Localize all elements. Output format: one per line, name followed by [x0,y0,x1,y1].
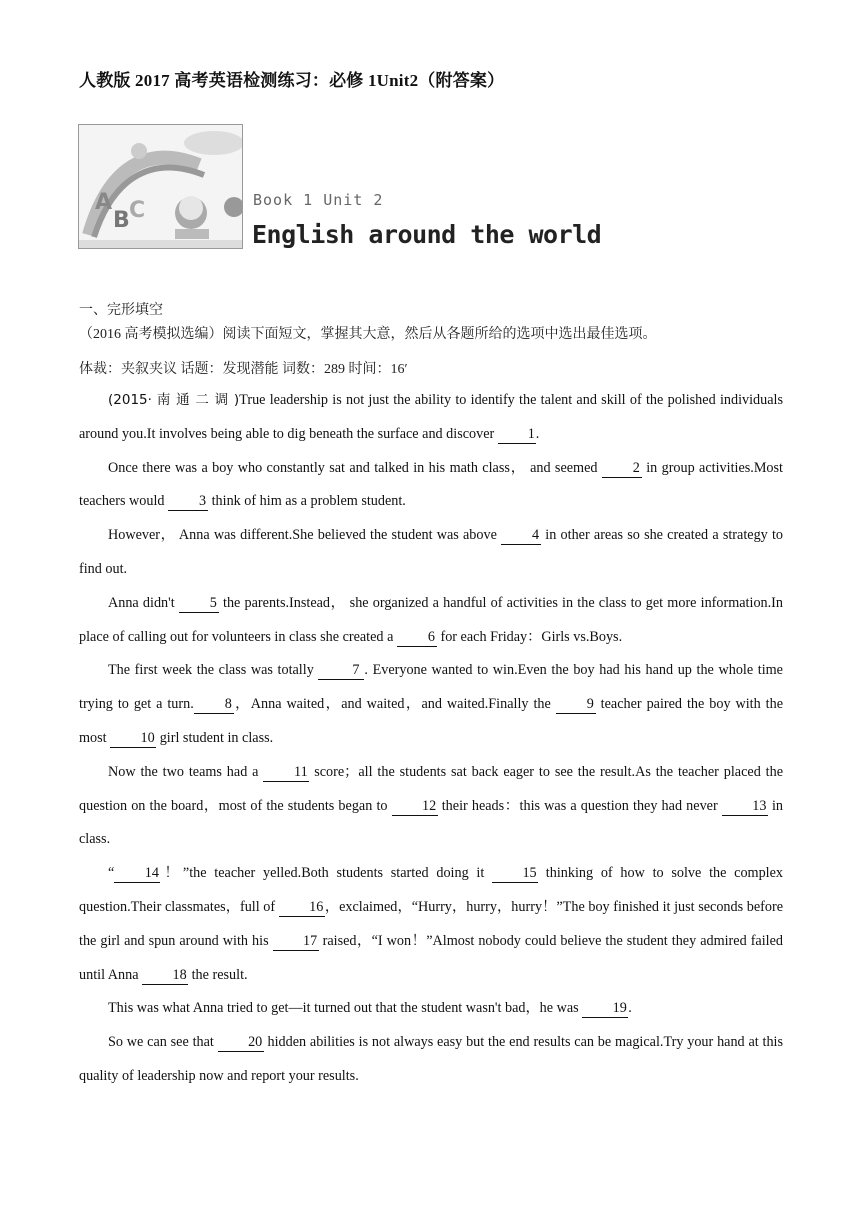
paragraph-8: This was what Anna tried to get—it turned out that the student wasn't bad，he was 19. [108,1000,632,1017]
blank-2[interactable]: 2 [602,460,642,478]
letter-b: B [113,208,130,233]
blank-18[interactable]: 18 [142,967,188,985]
blank-10[interactable]: 10 [110,730,156,748]
section-heading: 一、完形填空 [79,303,163,318]
blank-16[interactable]: 16 [279,899,325,917]
blank-14[interactable]: 14 [114,865,160,883]
blank-9[interactable]: 9 [556,696,596,714]
passage-meta: 体裁：夹叙夹议 话题：发现潜能 词数：289 时间：16′ [79,362,408,377]
blank-19[interactable]: 19 [582,1000,628,1018]
document-title: 人教版 2017 高考英语检测练习：必修 1Unit2（附答案） [79,71,505,90]
banner-image [78,124,243,249]
paragraph-1: (2015· 南 通 二 调 )True leadership is not just the ability to identify the talent and skill of the polished individuals around you.It involves being able to dig beneath the surface and discover 1. [79,392,783,442]
blank-11[interactable]: 11 [263,764,309,782]
blank-5[interactable]: 5 [179,595,219,613]
blank-20[interactable]: 20 [218,1034,264,1052]
source-note: (2015· 南 通 二 调 ) [108,392,240,408]
section-instruction: （2016 高考模拟选编）阅读下面短文，掌握其大意，然后从各题所给的选项中选出最佳选项。 [79,327,657,342]
blank-1[interactable]: 1 [498,426,536,444]
blank-17[interactable]: 17 [273,933,319,951]
blank-8[interactable]: 8 [194,696,234,714]
paragraph-4: Anna didn't 5 the parents.Instead， she organized a handful of activities in the class to get more information.In place of calling out for volunteers in class she created a 6 for each Friday：Girls vs.Boys. [79,594,783,645]
kid-reading-illustration [79,125,243,249]
letter-c: C [129,198,146,223]
passage-body [79,384,783,1094]
blank-6[interactable]: 6 [397,629,437,647]
banner-unit-title: English around the world [252,220,602,249]
paragraph-3: However， Anna was different.She believed the student was above 4 in other areas so she created a strategy to find out. [79,527,783,577]
blank-7[interactable]: 7 [318,662,364,680]
blank-15[interactable]: 15 [492,865,538,883]
paragraph-9: So we can see that 20 hidden abilities is not always easy but the end results can be magical.Try your hand at this quality of leadership now and report your results. [79,1034,784,1084]
paragraph-6: Now the two teams had a 11 score；all the students sat back eager to see the result.As the teacher placed the question on the board，most of the students began to 12 their heads：this was a question they had never 13 in class. [79,763,784,848]
paragraph-5: The first week the class was totally 7 . Everyone wanted to win.Even the boy had his hand up the whole time trying to get a turn. 8 ，Anna waited，and waited，and waited.Finally the 9 teacher paired the boy with the most 10 girl student in class. [79,662,783,746]
paragraph-7: “ 14！”the teacher yelled.Both students started doing it 15 thinking of how to solve the complex question.Their classmates，full of 16，exclaimed，“Hurry，hurry，hurry！”The boy finished it just seconds before the girl and spun around with his 17 raised，“I won！”Almost nobody could believe the student they admired failed until Anna 18 the result. [79,865,783,983]
blank-12[interactable]: 12 [392,798,438,816]
blank-13[interactable]: 13 [722,798,768,816]
blank-3[interactable]: 3 [168,493,208,511]
letter-a: A [95,190,113,215]
paragraph-2: Once there was a boy who constantly sat and talked in his math class， and seemed 2 in group activities.Most teachers would 3 think of him as a problem student. [79,459,783,510]
blank-4[interactable]: 4 [501,527,541,545]
banner-unit-label: Book 1 Unit 2 [253,191,384,209]
